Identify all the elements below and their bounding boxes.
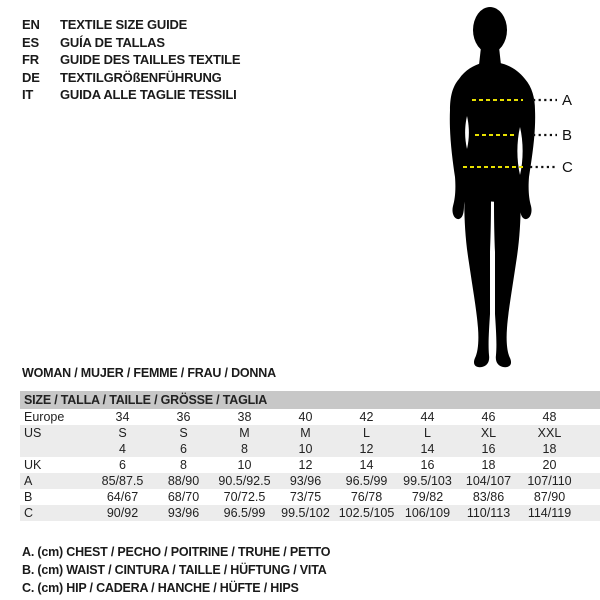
table-cell: L <box>363 426 370 440</box>
lang-code: IT <box>22 87 34 102</box>
table-cell: 48 <box>542 410 557 424</box>
measure-label-b: B <box>562 127 573 144</box>
lang-code: DE <box>22 69 40 85</box>
lang-code: FR <box>22 52 39 67</box>
group-title: WOMAN / MUJER / FEMME / FRAU / DONNA <box>22 366 276 380</box>
measurement-legend <box>22 543 330 597</box>
table-cell: S <box>118 426 127 440</box>
table-cell: M <box>300 426 311 440</box>
table-cell: 36 <box>176 410 191 424</box>
lang-row-it <box>22 86 240 104</box>
table-cell: 20 <box>542 458 557 472</box>
row-label: B <box>24 490 33 504</box>
table-cell: 6 <box>119 458 126 472</box>
table-cell: 16 <box>420 458 435 472</box>
lang-code: ES <box>22 34 39 50</box>
table-cell: 106/109 <box>404 506 451 520</box>
lang-row-fr <box>22 51 240 69</box>
lang-row-en <box>22 16 240 34</box>
table-cell: 88/90 <box>167 474 200 488</box>
table-cell: 93/96 <box>167 506 200 520</box>
table-row-b-waist <box>20 489 600 505</box>
table-cell: 93/96 <box>289 474 322 488</box>
measure-label-c: C <box>562 159 573 176</box>
lang-row-es <box>22 34 240 52</box>
table-cell: 46 <box>481 410 496 424</box>
table-cell: 110/113 <box>466 506 511 520</box>
table-cell: 73/75 <box>289 490 322 504</box>
language-title-list <box>22 16 240 104</box>
table-cell: 44 <box>420 410 435 424</box>
size-table-header: SIZE / TALLA / TAILLE / GRÖSSE / TAGLIA <box>20 391 600 409</box>
table-cell: 12 <box>298 458 313 472</box>
table-cell: 83/86 <box>472 490 505 504</box>
table-cell: 18 <box>542 442 557 456</box>
table-cell: XXL <box>537 426 562 440</box>
table-cell: 87/90 <box>533 490 566 504</box>
row-label: US <box>24 426 42 440</box>
row-label: C <box>24 506 34 520</box>
table-cell: 76/78 <box>350 490 383 504</box>
table-cell: M <box>239 426 250 440</box>
table-cell: 16 <box>481 442 496 456</box>
table-cell: 114/119 <box>527 506 572 520</box>
size-table <box>20 391 600 521</box>
lang-code: EN <box>22 17 40 32</box>
lang-title: GUÍA DE TALLAS <box>60 34 165 50</box>
lang-title: TEXTILE SIZE GUIDE <box>60 17 188 32</box>
table-cell: 96.5/99 <box>345 474 388 488</box>
table-cell: L <box>424 426 431 440</box>
table-cell: 104/107 <box>465 474 512 488</box>
table-row-a-chest <box>20 473 600 489</box>
table-cell: 14 <box>359 458 374 472</box>
table-row-uk <box>20 457 600 473</box>
lang-title: GUIDE DES TAILLES TEXTILE <box>60 52 241 67</box>
table-cell: 14 <box>420 442 435 456</box>
table-cell: 10 <box>298 442 313 456</box>
table-cell: 99.5/102 <box>281 506 330 520</box>
table-row-c-hip <box>20 505 600 521</box>
legend-item-chest: A. (cm) CHEST / PECHO / POITRINE / TRUHE / PETTO <box>22 545 331 559</box>
table-cell: 12 <box>359 442 374 456</box>
table-cell: 102.5/105 <box>338 506 395 520</box>
table-cell: 96.5/99 <box>223 506 266 520</box>
table-cell: 10 <box>237 458 252 472</box>
table-cell: 4 <box>119 442 126 456</box>
table-row-us-letters <box>20 425 600 441</box>
table-cell: 70/72.5 <box>223 490 266 504</box>
lang-title: GUIDA ALLE TAGLIE TESSILI <box>60 87 237 102</box>
woman-silhouette-figure <box>430 0 600 372</box>
table-cell: 42 <box>359 410 374 424</box>
lang-title: TEXTILGRÖßENFÜHRUNG <box>60 69 222 85</box>
table-cell: 6 <box>180 442 187 456</box>
table-cell: 8 <box>241 442 248 456</box>
table-cell: 64/67 <box>106 490 139 504</box>
table-cell: 8 <box>180 458 187 472</box>
table-cell: 68/70 <box>167 490 200 504</box>
table-cell: 99.5/103 <box>403 474 452 488</box>
row-label: UK <box>24 458 42 472</box>
table-cell: 90.5/92.5 <box>218 474 271 488</box>
legend-item-waist: B. (cm) WAIST / CINTURA / TAILLE / HÜFTUNG / VITA <box>22 563 327 577</box>
table-cell: 40 <box>298 410 313 424</box>
table-cell: S <box>179 426 188 440</box>
table-cell: 34 <box>115 410 130 424</box>
table-cell: 107/110 <box>527 474 572 488</box>
woman-silhouette-icon <box>430 0 600 372</box>
table-cell: 79/82 <box>411 490 444 504</box>
table-row-us-numbers <box>20 441 600 457</box>
table-cell: 18 <box>481 458 496 472</box>
measure-label-a: A <box>562 92 573 109</box>
table-cell: 38 <box>237 410 252 424</box>
table-cell: 90/92 <box>106 506 139 520</box>
row-label: Europe <box>24 410 65 424</box>
table-row-europe <box>20 409 600 425</box>
legend-item-hip: C. (cm) HIP / CADERA / HANCHE / HÜFTE / HIPS <box>22 581 299 595</box>
table-cell: 85/87.5 <box>101 474 144 488</box>
table-cell: XL <box>480 426 497 440</box>
row-label: A <box>24 474 33 488</box>
lang-row-de <box>22 69 240 87</box>
